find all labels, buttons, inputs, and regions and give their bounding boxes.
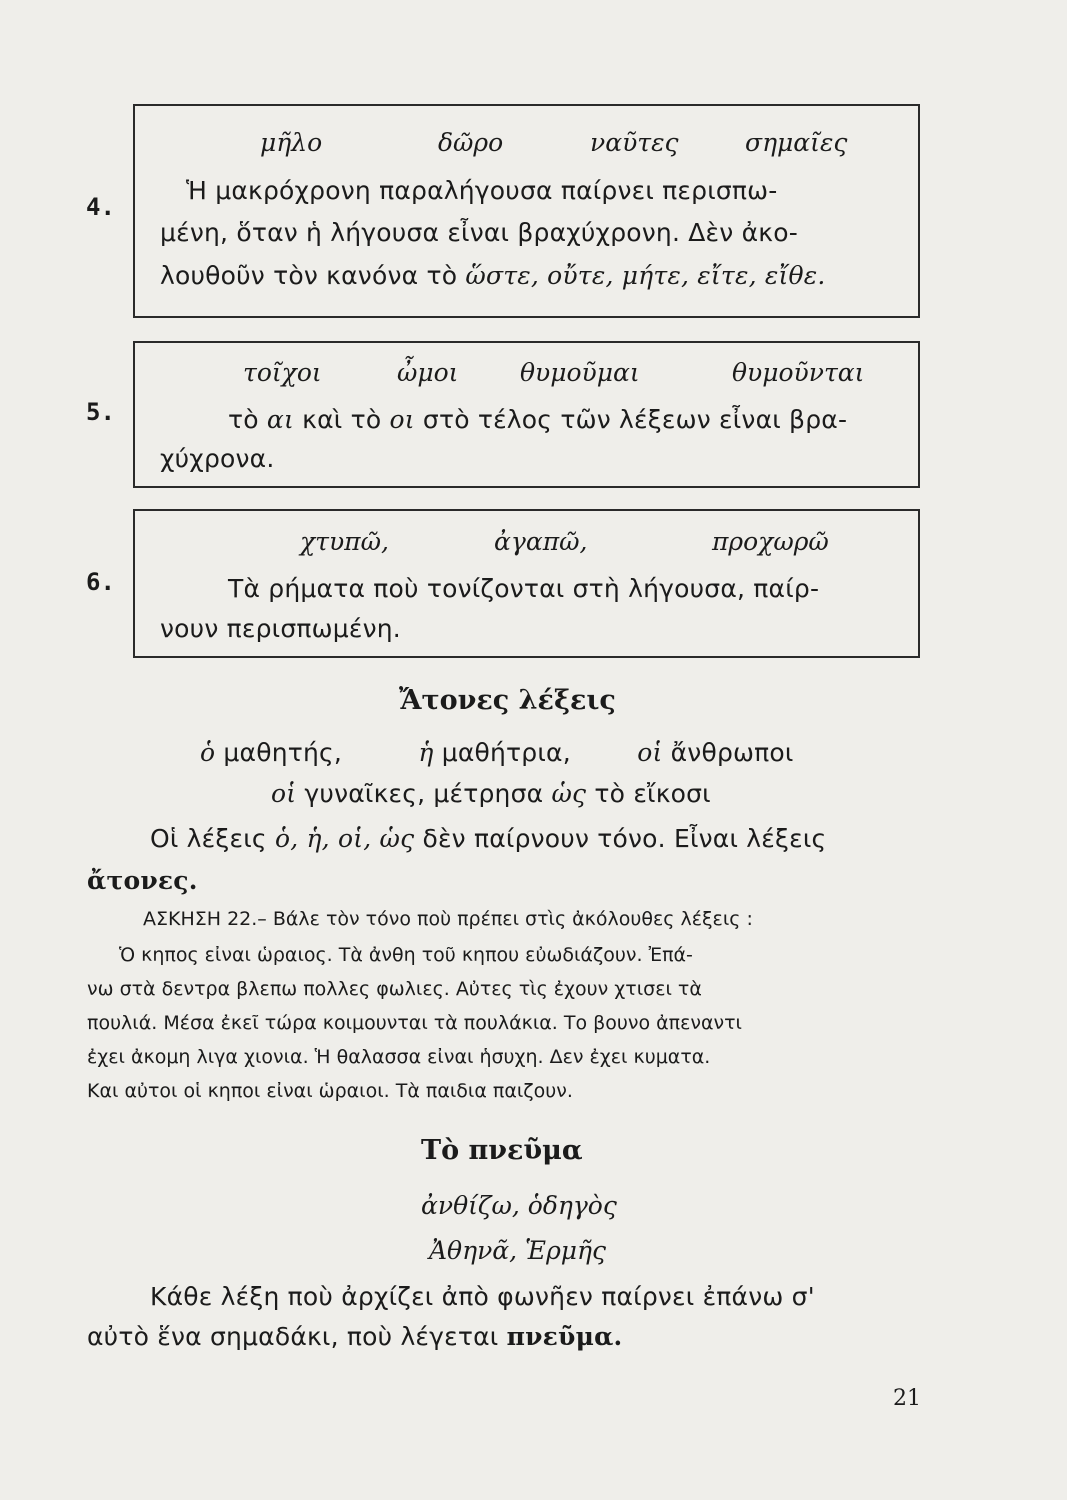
atones-word-oi: οἱ [637,738,663,767]
rule-5-ending-oi: οι [389,405,415,434]
atones-word-os: ὡς [551,779,587,808]
atones-word-mathitis: μαθητής, [223,738,343,767]
pneuma-line-1: Κάθε λέξη ποὺ ἀρχίζει ἀπὸ φωνῆεν παίρνει ἐπάνω σ' [150,1282,815,1311]
atones-word-oi-2: οἱ [271,779,297,808]
atones-word-mathitria: μαθήτρια, [441,738,571,767]
rule-6-example-2: ἀγαπῶ, [494,527,588,556]
rule-5-text-c: στὸ τέλος τῶν λέξεων εἶναι βρα- [422,405,848,434]
exercise-line-1: ΑΣΚΗΣΗ 22.– Βάλε τὸν τόνο ποὺ πρέπει στὶς ἀκόλουθες λέξεις : [143,908,753,930]
atones-example-line-1 [200,738,794,767]
atones-word-o: ὁ [200,738,216,767]
page-number: 21 [893,1386,921,1411]
exercise-line-6: Και αὐτοι οἱ κηποι εἰναι ὡραιοι. Τὰ παιδια παιζουν. [87,1080,573,1102]
rule-6-number: 6. [86,568,115,596]
rule-4-line-1: Ἡ μακρόχρονη παραλήγουσα παίρνει περισπω- [186,176,778,205]
rule-5-example-4: θυμοῦνται [732,358,865,387]
rule-4-line-2: μένη, ὅταν ἡ λήγουσα εἶναι βραχύχρονη. Δὲν ἀκο- [160,218,798,247]
pneuma-term: πνεῦμα. [506,1322,623,1351]
pneuma-line-2 [87,1322,622,1351]
rule-4-example-2: δῶρο [438,128,504,157]
rule-4-exceptions: ὥστε, οὔτε, μήτε, εἴτε, εἴθε. [465,261,826,290]
rule-5-line-1 [228,405,847,434]
rule-6-example-1: χτυπῶ, [300,527,389,556]
rule-5-text-b: καὶ τὸ [302,405,382,434]
atones-example-line-2 [271,779,711,808]
atones-rule-line-2: ἄτονες. [87,866,198,895]
atones-rule-words: ὁ, ἡ, οἱ, ὡς [274,824,415,853]
pneuma-heading: Τὸ πνεῦμα [421,1135,583,1166]
rule-5-ending-ai: αι [266,405,294,434]
rule-5-example-2: ὦμοι [397,358,459,387]
pneuma-example-2: Ἀθηνᾶ, Ἑρμῆς [429,1236,607,1265]
rule-6-line-2: νουν περισπωμένη. [160,614,401,643]
rule-4-line-3 [160,261,826,290]
rule-5-text-a: τὸ [228,405,259,434]
exercise-line-3: νω στὰ δεντρα βλεπω πολλες φωλιες. Αὐτες τὶς ἐχουν χτισει τὰ [87,978,702,1000]
rule-4-example-3: ναῦτες [590,128,679,157]
atones-word-eikosi: τὸ εἴκοσι [594,779,711,808]
rule-4-example-1: μῆλο [260,128,323,157]
atones-rule-text-a: Οἱ λέξεις [150,824,267,853]
rule-5-line-2: χύχρονα. [160,444,275,473]
atones-heading: Ἄτονες λέξεις [399,685,616,716]
exercise-line-5: ἐχει ἀκομη λιγα χιονια. Ἡ θαλασσα εἰναι ἡσυχη. Δεν ἐχει κυματα. [87,1046,711,1068]
atones-word-i: ἡ [418,738,434,767]
rule-5-number: 5. [86,398,115,426]
exercise-line-2: Ὁ κηπος εἰναι ὡραιος. Τὰ ἀνθη τοῦ κηπου εὐωδιάζουν. Ἐπά- [119,944,693,966]
atones-rule-text-b: δὲν παίρνουν τόνο. Εἶναι λέξεις [422,824,827,853]
rule-4-example-4: σημαῖες [745,128,848,157]
atones-word-gynaikes: γυναῖκες, μέτρησα [304,779,544,808]
pneuma-example-1: ἀνθίζω, ὁδηγὸς [421,1191,617,1220]
atones-word-anthropoi: ἄνθρωποι [670,738,794,767]
rule-6-example-3: προχωρῶ [712,527,829,556]
pneuma-line-2-text: αὐτὸ ἕνα σημαδάκι, ποὺ λέγεται [87,1322,499,1351]
rule-4-line-3-text: λουθοῦν τὸν κανόνα τὸ [160,261,458,290]
rule-5-example-3: θυμοῦμαι [520,358,640,387]
rule-6-line-1: Τὰ ρήματα ποὺ τονίζονται στὴ λήγουσα, παίρ- [228,574,820,603]
atones-rule-line-1 [150,824,826,853]
exercise-line-4: πουλιά. Μέσα ἐκεῖ τώρα κοιμουνται τὰ πουλάκια. Το βουνο ἀπεναντι [87,1012,742,1034]
rule-5-example-1: τοῖχοι [243,358,322,387]
rule-4-number: 4. [86,193,115,221]
